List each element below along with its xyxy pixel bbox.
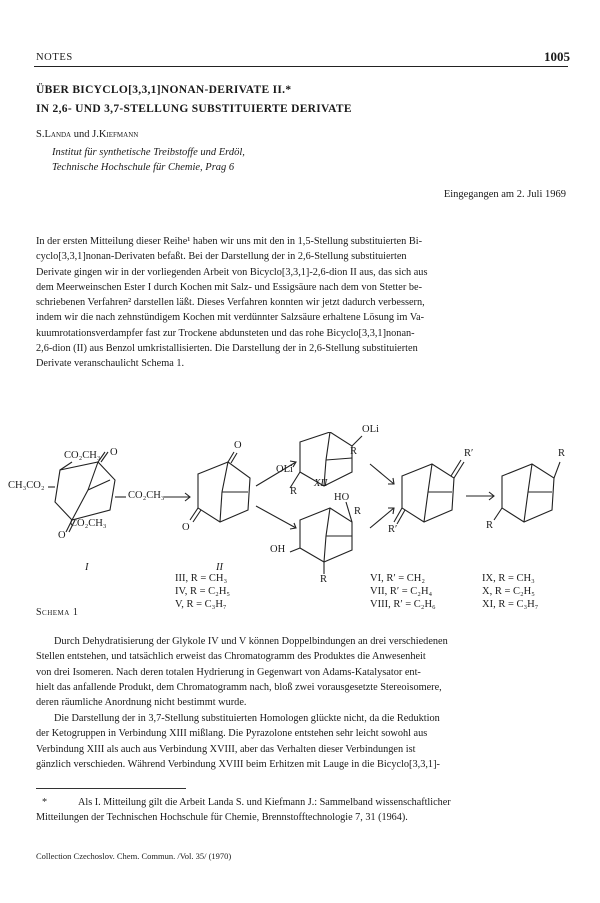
footnote-line-1: Als I. Mitteilung gilt die Arbeit Landa S. und Kiefmann J.: Sammelband wissenschaftlicher — [78, 797, 451, 808]
author-conjunction: und — [71, 129, 93, 140]
running-header-section: NOTES — [36, 52, 73, 63]
label-oli-top: OLi — [362, 424, 379, 435]
alkane-structure — [494, 462, 560, 522]
text-line: hielt das anfallende Produkt, dem Chromatogramm nach, bloß zwei vorausgesetzte Stereoisomere, — [36, 681, 442, 693]
legend-entry: V, R = C₃H₇ — [175, 599, 227, 610]
authors — [36, 129, 138, 140]
text-line: gänzlich verschieden. Während Verbindung XVIII beim Erhitzen mit Lauge in die Bicyclo[3,3,1]- — [36, 758, 440, 770]
arrow-II-glycol — [256, 506, 296, 528]
body-paragraph-2 — [36, 634, 566, 710]
legend-entry: III, R = CH₃ — [175, 573, 228, 584]
header-rule — [34, 66, 568, 67]
text-line: Derivate veranschaulicht Schema 1. — [36, 358, 185, 370]
label-ho: HO — [334, 492, 350, 503]
footnote-rule — [36, 788, 186, 789]
label-oli-left: OLi — [276, 464, 293, 475]
label-r: R — [486, 520, 494, 531]
label-co2ch3-bottom: CO₂CH₃ — [70, 518, 107, 529]
legend-entry: IX, R = CH₃ — [482, 573, 535, 584]
text-line: dem Meerweinschen Ester I durch Kochen mit Salz- und Essigsäure nach dem von Stetter be- — [36, 281, 423, 293]
label-r: R — [354, 506, 362, 517]
compound-number-II: II — [216, 562, 223, 573]
label-oh: OH — [270, 544, 286, 555]
author-2-name: Kiefmann — [98, 129, 139, 140]
label-oxygen: O — [110, 447, 118, 458]
label-co2ch3-right: CO₂CH₃ — [128, 490, 165, 501]
text-line: Derivate gingen wir in der vorliegenden Arbeit von Bicyclo[3,3,1]-2,6-dion II aus, das sich aus — [36, 266, 428, 278]
author-1-initial: S. — [36, 129, 45, 140]
page-number: 1005 — [544, 49, 570, 64]
text-line: Verbindung XIII als auch aus Verbindung XVIII, aber das Verhalten dieser Verbindungen ist — [36, 743, 416, 755]
legend-col-3 — [482, 572, 538, 611]
olefin-structure — [394, 460, 464, 524]
legend-entry: IV, R = C₂H₅ — [175, 586, 231, 597]
label-co2ch3-top: CO₂CH₃ — [64, 450, 101, 461]
label-r: R — [320, 574, 328, 585]
text-line: von drei Isomeren. Nach deren totalen Hydrierung in Gegenwart von Adams-Katalysator ent- — [36, 666, 421, 678]
label-rprime-bottom: R′ — [388, 524, 398, 535]
compound-number-XII: XII — [314, 478, 328, 489]
legend-col-1 — [175, 572, 230, 611]
label-oxygen: O — [58, 530, 66, 541]
text-line: der Ketogruppen in Verbindung XIII mißlang. Die Pyrazolone entstehen sehr leicht sowohl aus — [36, 728, 428, 740]
journal-footer: Collection Czechoslov. Chem. Commun. /Vol. 35/ (1970) — [36, 851, 232, 861]
label-r: R — [290, 486, 298, 497]
scheme-caption: Schema 1 — [36, 607, 79, 618]
institute-line-1: Institut für synthetische Treibstoffe und Erdöl, — [52, 147, 245, 158]
reaction-scheme — [0, 424, 600, 622]
author-1-name: Landa — [44, 129, 72, 140]
text-line: In der ersten Mitteilung dieser Reihe¹ haben wir uns mit den in 1,5-Stellung substituierten Bi- — [36, 236, 423, 247]
footnote-marker: * — [42, 797, 48, 808]
text-line: Stellen entstehen, und tatsächlich erweist das Chromatogramm des Produktes die Anwesenheit — [36, 651, 426, 663]
label-ch3co2-left: CH₃CO₂ — [8, 480, 45, 491]
label-oxygen: O — [182, 522, 190, 533]
legend-entry: VI, R′ = CH₂ — [370, 573, 426, 584]
institute-line-2: Technische Hochschule für Chemie, Prag 6 — [52, 162, 235, 173]
legend-col-2 — [370, 572, 436, 611]
text-line: cyclo[3,3,1]nonan-Derivaten befaßt. Bei der Darstellung der in 2,6-Stellung substituierten — [36, 251, 407, 263]
legend-entry: XI, R = C₃H₇ — [482, 599, 539, 610]
author-2-initial: J. — [92, 129, 99, 140]
text-line: schriebenen Verfahren² darstellen läßt. Dieses Verfahren konnten wir jetzt dadurch verbessern, — [36, 297, 425, 309]
text-line: indem wir die nach zehnstündigem Kochen mit verdünnter Salzsäure erhaltene Lösung im Va- — [36, 312, 425, 324]
title-line-1: ÜBER BICYCLO[3,3,1]NONAN-DERIVATE II.* — [36, 84, 292, 96]
label-r: R — [350, 446, 358, 457]
compound-number-I: I — [85, 562, 89, 573]
label-r: R — [558, 448, 566, 459]
glycol-structure — [290, 502, 352, 574]
received-date: Eingegangen am 2. Juli 1969 — [443, 189, 566, 200]
text-line: Die Darstellung der in 3,7-Stellung substituierten Homologen glückte nicht, da die Reduktion — [54, 713, 440, 724]
text-line: Durch Dehydratisierung der Glykole IV und V können Doppelbindungen an drei verschiedenen — [54, 636, 448, 647]
body-paragraph-3 — [36, 711, 566, 772]
label-rprime-top: R′ — [464, 448, 474, 459]
text-line: 2,6-dion (II) aus Benzol umkristallisierten. Die Darstellung der in 2,6-Stellung substituierten — [36, 343, 418, 355]
legend-entry: VII, R′ = C₂H₄ — [370, 586, 433, 597]
compound-II-structure — [190, 452, 250, 522]
text-line: deren räumliche Anordnung nicht bestimmt wurde. — [36, 697, 247, 709]
legend-entry: X, R = C₂H₅ — [482, 586, 535, 597]
footnote — [36, 795, 566, 825]
footnote-line-2: Mitteilungen der Technischen Hochschule für Chemie, Brennstofftechnologie 7, 31 (1964). — [36, 812, 408, 823]
title-line-2: IN 2,6- UND 3,7-STELLUNG SUBSTITUIERTE DERIVATE — [36, 103, 352, 115]
arrow-XII-VI — [370, 464, 394, 484]
legend-entry: VIII, R′ = C₂H₆ — [370, 599, 436, 610]
text-line: kuumrotationsverdampfer fast zur Trockene abdunsteten und das rohe Bicyclo[3,3,1]nonan- — [36, 327, 415, 339]
intro-paragraph — [36, 234, 566, 372]
label-oxygen: O — [234, 440, 242, 451]
